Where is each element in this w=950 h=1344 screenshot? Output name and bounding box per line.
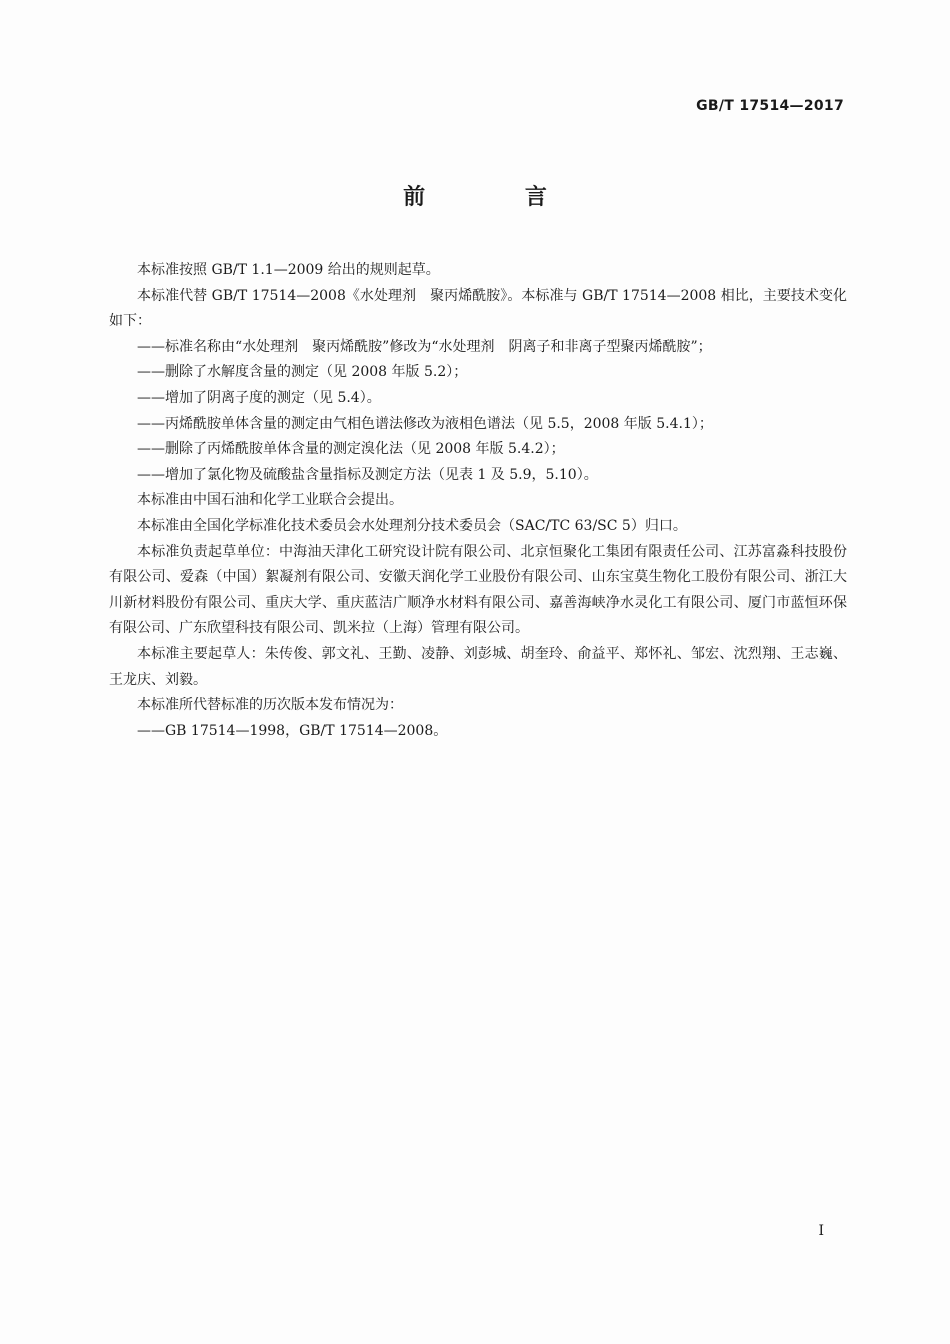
- paragraph-managed-by: 本标准由全国化学标准化技术委员会水处理剂分技术委员会（SAC/TC 63/SC 5）归口。: [137, 517, 687, 534]
- change-item: ——删除了水解度含量的测定（见 2008 年版 5.2）；: [137, 364, 468, 381]
- change-item: ——标准名称由“水处理剂 聚丙烯酰胺”修改为“水处理剂 阴离子和非离子型聚丙烯酰胺”；: [137, 338, 712, 355]
- page-title: 前 言: [403, 185, 593, 210]
- standard-code-header: GB/T 17514—2017: [696, 98, 844, 114]
- change-item: ——增加了氯化物及硫酸盐含量指标及测定方法（见表 1 及 5.9，5.10）。: [137, 466, 598, 483]
- paragraph-history-intro: 本标准所代替标准的历次版本发布情况为：: [137, 697, 403, 714]
- history-item: ——GB 17514—1998，GB/T 17514—2008。: [137, 722, 448, 739]
- paragraph-drafting-rule: 本标准按照 GB/T 1.1—2009 给出的规则起草。: [137, 262, 440, 278]
- page-number: Ⅰ: [818, 1223, 824, 1239]
- paragraph-proposed-by: 本标准由中国石油和化学工业联合会提出。: [137, 492, 403, 509]
- paragraph-drafting-units: 本标准负责起草单位：中海油天津化工研究设计院有限公司、北京恒聚化工集团有限责任公司、江苏富淼科技股份有限公司、爱森（中国）絮凝剂有限公司、安徽天润化学工业股份有限公司、山东宝莫生物化工股份有限公司、浙江大川新材料股份有限公司、重庆大学、重庆蓝洁广顺净水材料有限公司、嘉善海峡净水灵化工有限公司、厦门市蓝恒环保有限公司、广东欣望科技有限公司、凯米拉（上海）管理有限公司。: [109, 543, 847, 637]
- change-item: ——丙烯酰胺单体含量的测定由气相色谱法修改为液相色谱法（见 5.5，2008 年版 5.4.1）；: [137, 415, 713, 432]
- change-item: ——删除了丙烯酰胺单体含量的测定溴化法（见 2008 年版 5.4.2）；: [137, 441, 565, 458]
- paragraph-drafters: 本标准主要起草人：朱传俊、郭文礼、王勤、凌静、刘彭城、胡奎玲、俞益平、郑怀礼、邹宏、沈烈翔、王志巍、王龙庆、刘毅。: [109, 645, 847, 688]
- paragraph-replaces: 本标准代替 GB/T 17514—2008《水处理剂 聚丙烯酰胺》。本标准与 GB/T 17514—2008 相比，主要技术变化如下：: [109, 287, 847, 330]
- change-item: ——增加了阴离子度的测定（见 5.4）。: [137, 389, 381, 406]
- preface-body: [109, 258, 847, 744]
